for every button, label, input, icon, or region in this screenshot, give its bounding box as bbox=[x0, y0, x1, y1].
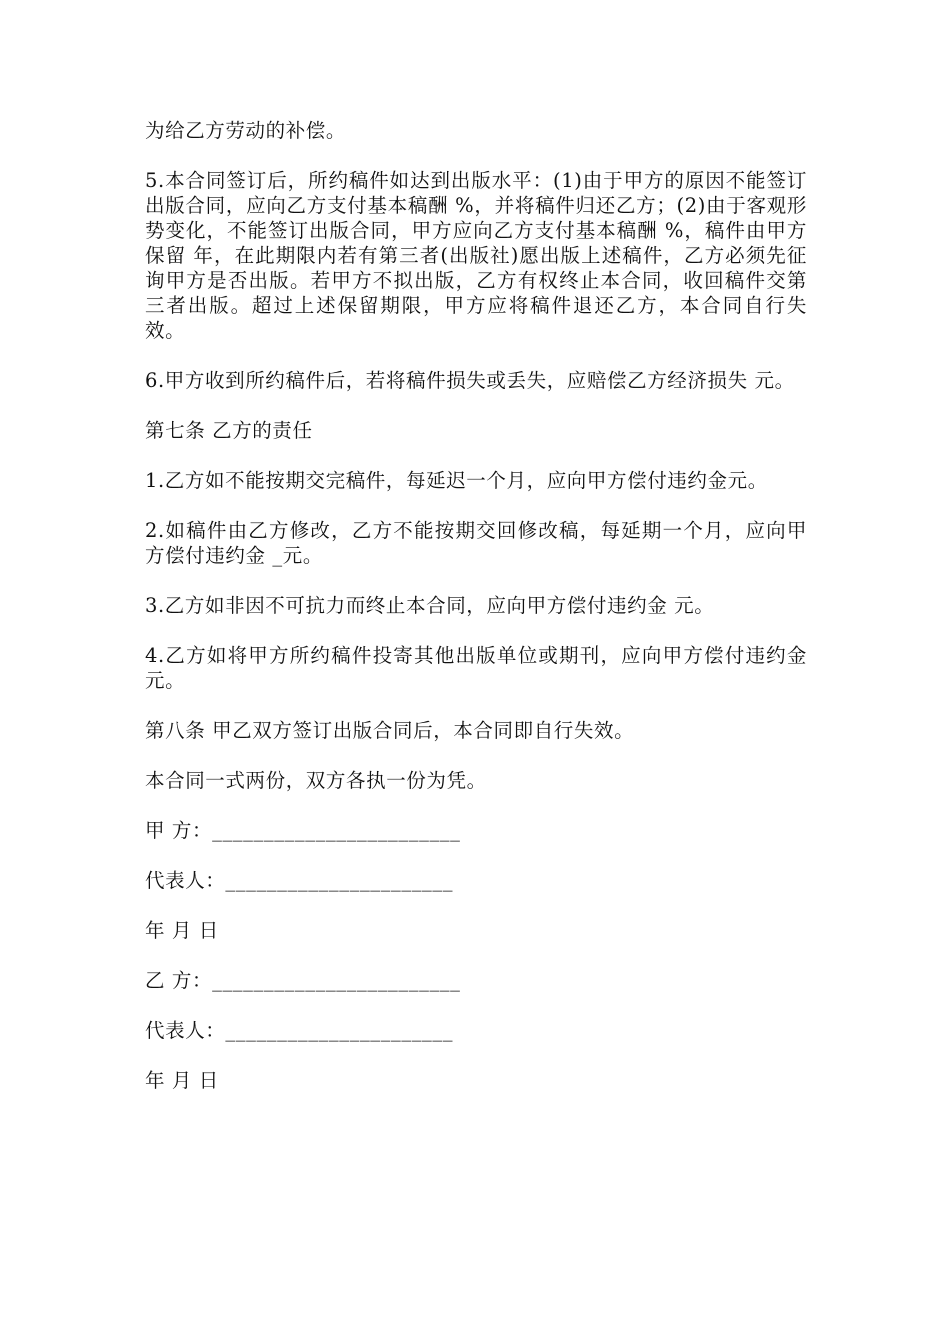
paragraph-article7-item-2: 2.如稿件由乙方修改，乙方不能按期交回修改稿，每延期一个月，应向甲方偿付违约金 _元。 bbox=[145, 519, 807, 567]
paragraph-article7-item-1: 1.乙方如不能按期交完稿件，每延迟一个月，应向甲方偿付违约金元。 bbox=[145, 469, 768, 492]
copies-clause: 本合同一式两份，双方各执一份为凭。 bbox=[145, 769, 487, 792]
party-b-signature-line: 乙 方：________________________ bbox=[145, 969, 461, 992]
document-page bbox=[145, 118, 814, 1118]
party-a-date-line: 年 月 日 bbox=[145, 919, 219, 942]
paragraph-clause-6: 6.甲方收到所约稿件后，若将稿件损失或丢失，应赔偿乙方经济损失 元。 bbox=[145, 369, 795, 392]
paragraph-compensation-tail: 为给乙方劳动的补偿。 bbox=[145, 119, 347, 142]
party-a-representative-line: 代表人：______________________ bbox=[145, 869, 454, 892]
paragraph-clause-5: 5.本合同签订后，所约稿件如达到出版水平：(1)由于甲方的原因不能签订出版合同，应向乙方支付基本稿酬 %，并将稿件归还乙方；(2)由于客观形势变化，不能签订出版合同，甲方应向乙方支付基本稿酬 %，稿件由甲方保留 年，在此期限内若有第三者(出版社)愿出版上述稿件，乙方必须先征询甲方是否出版。若甲方不拟出版，乙方有权终止本合同，收回稿件交第三者出版。超过上述保留期限，甲方应将稿件退还乙方，本合同自行失效。 bbox=[145, 169, 807, 342]
party-a-signature-line: 甲 方：________________________ bbox=[145, 819, 461, 842]
party-b-representative-line: 代表人：______________________ bbox=[145, 1019, 454, 1042]
paragraph-article7-item-4: 4.乙方如将甲方所约稿件投寄其他出版单位或期刊，应向甲方偿付违约金 元。 bbox=[145, 644, 814, 692]
article-8: 第八条 甲乙双方签订出版合同后，本合同即自行失效。 bbox=[145, 719, 635, 742]
paragraph-article7-item-3: 3.乙方如非因不可抗力而终止本合同，应向甲方偿付违约金 元。 bbox=[145, 594, 715, 617]
article-7-heading: 第七条 乙方的责任 bbox=[145, 419, 313, 442]
party-b-date-line: 年 月 日 bbox=[145, 1069, 219, 1092]
